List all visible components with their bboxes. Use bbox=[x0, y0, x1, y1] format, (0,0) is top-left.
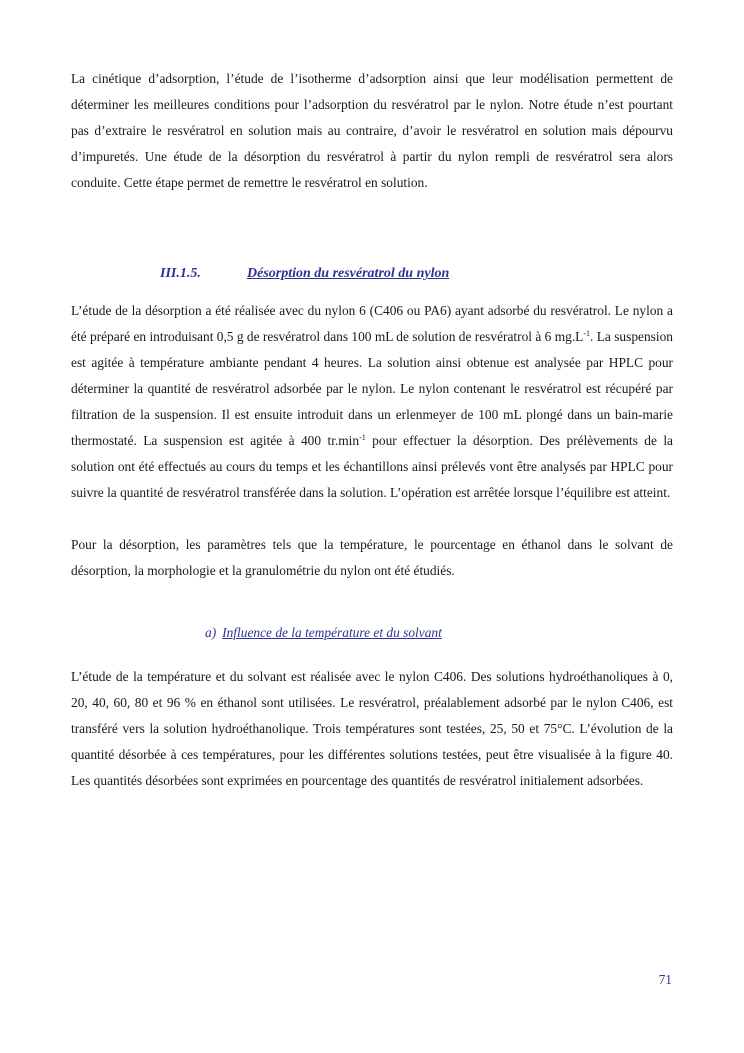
sub-heading-title: Influence de la température et du solvant bbox=[222, 625, 442, 640]
parameters-paragraph: Pour la désorption, les paramètres tels que la température, le pourcentage en éthanol dans le solvant de désorption, la morphologie et la granulométrie du nylon ont été étudiés. bbox=[71, 537, 673, 578]
method-text-part2: . La suspension est agitée à température ambiante pendant 4 heures. La solution ainsi obtenue est analysée par HPLC pour déterminer la quantité de resvératrol adsorbée par le nylon. Le nylon contenant le resvératrol est récupéré par filtration de la suspension. Il est ensuite introduit dans un erlenmeyer de 100 mL plongé dans un bain-marie thermostaté. La suspension est agitée à 400 tr.min bbox=[71, 329, 673, 448]
unit-exponent-2: -1 bbox=[359, 433, 366, 442]
sub-heading-label: a) bbox=[205, 625, 217, 640]
intro-paragraph: La cinétique d’adsorption, l’étude de l’isotherme d’adsorption ainsi que leur modélisation permettent de déterminer les meilleures conditions pour l’adsorption du resvératrol par le nylon. Notre étude n’est pourtant pas d’extraire le resvératrol en solution mais au contraire, d’avoir le resvératrol en solution mais dépourvu d’impuretés. Une étude de la désorption du resvératrol à partir du nylon rempli de resvératrol sera alors conduite. Cette étape permet de remettre le resvératrol en solution. bbox=[71, 71, 673, 190]
method-text-part1: L’étude de la désorption a été réalisée avec du nylon 6 (C406 ou PA6) ayant adsorbé du resvératrol. Le nylon a été préparé en introduisant 0,5 g de resvératrol dans 100 mL de solution de resvératrol à 6 mg.L bbox=[71, 303, 673, 344]
unit-exponent-1: -1 bbox=[583, 329, 591, 338]
page-number: 71 bbox=[658, 972, 672, 987]
method-paragraph bbox=[71, 298, 673, 506]
section-heading bbox=[160, 266, 449, 282]
temperature-solvent-paragraph: L’étude de la température et du solvant est réalisée avec le nylon C406. Des solutions hydroéthanoliques à 0, 20, 40, 60, 80 et 96 % en éthanol sont utilisées. Le resvératrol, préalablement adsorbé par le nylon C406, est transféré vers la solution hydroéthanolique. Trois températures sont testées, 25, 50 et 75°C. L’évolution de la quantité désorbée à ces températures, pour les différentes solutions testées, peut être visualisée à la figure 40. Les quantités désorbées sont exprimées en pourcentage des quantités de resvératrol initialement adsorbées. bbox=[71, 669, 673, 788]
sub-heading bbox=[205, 625, 442, 641]
method-text-part3: pour effectuer la désorption. Des prélèvements de la solution ont été effectués au cours du temps et les échantillons ainsi prélevés vont être analysés par HPLC pour suivre la quantité de resvératrol transférée dans la solution. L’opération est arrêtée lorsque l’équilibre est atteint. bbox=[71, 433, 673, 500]
section-title: Désorption du resvératrol du nylon bbox=[247, 266, 450, 281]
section-number: III.1.5. bbox=[160, 266, 201, 281]
